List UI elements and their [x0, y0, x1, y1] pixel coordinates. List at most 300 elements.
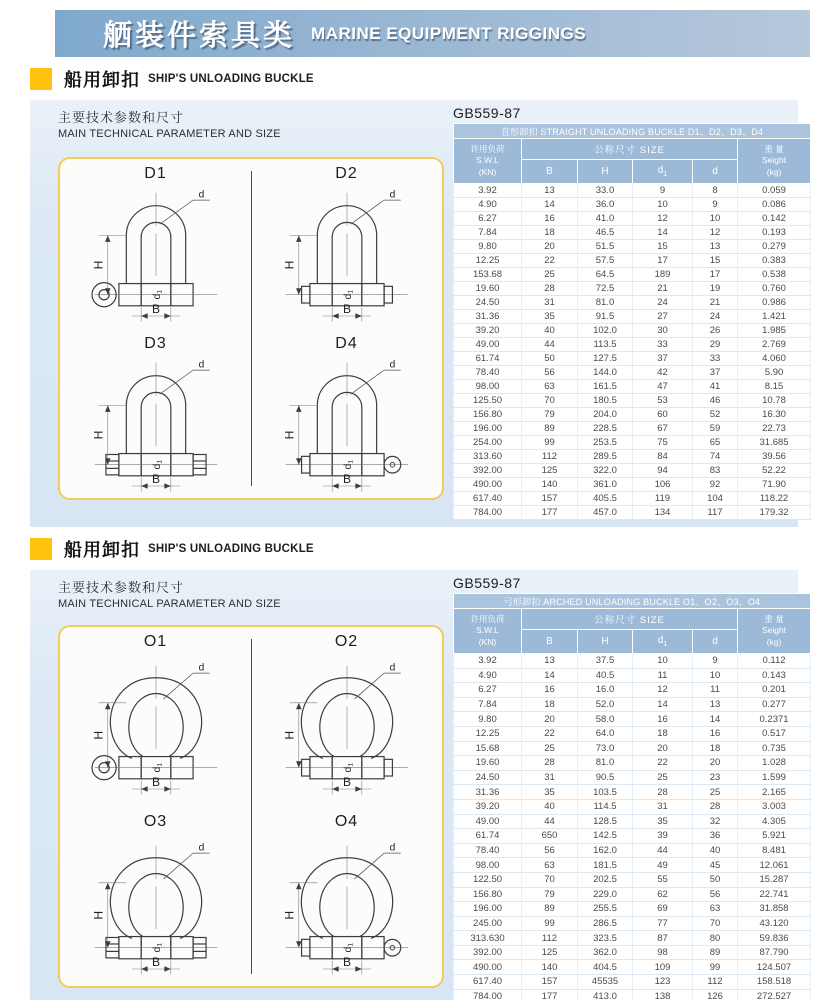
table-cell: 31.685: [738, 436, 811, 450]
table-cell: 21: [633, 282, 693, 296]
table-row: [454, 366, 811, 380]
column-header-size: 公称尺寸 SIZE: [522, 609, 738, 630]
table-cell: 0.142: [738, 212, 811, 226]
diagram-label: O1: [143, 633, 168, 650]
table-cell: 109: [633, 960, 693, 975]
table-cell: 44: [633, 843, 693, 858]
table-cell: 322.0: [578, 464, 633, 478]
table-cell: 153.68: [454, 268, 522, 282]
table-cell: 13: [522, 184, 578, 198]
table-cell: 286.5: [578, 916, 633, 931]
table-cell: 362.0: [578, 945, 633, 960]
svg-text:d1: $d_1$: [150, 763, 163, 773]
table-row: [454, 226, 811, 240]
table-cell: 39.20: [454, 324, 522, 338]
table-cell: 80: [693, 931, 738, 946]
table-row: [454, 310, 811, 324]
table-cell: 112: [693, 975, 738, 990]
svg-text:B: B: [151, 954, 160, 969]
table-cell: 18: [522, 697, 578, 712]
table-row: [454, 799, 811, 814]
table-cell: 202.5: [578, 872, 633, 887]
table-cell: 18: [522, 226, 578, 240]
table-cell: 71.90: [738, 478, 811, 492]
table-cell: 784.00: [454, 989, 522, 1000]
section-heading-straight: [30, 66, 314, 92]
table-cell: 392.00: [454, 464, 522, 478]
table-cell: 18: [633, 726, 693, 741]
table-cell: 65: [693, 436, 738, 450]
table-title-bar: 直形卸扣 STRAIGHT UNLOADING BUCKLE D1、D2、D3、D4: [454, 124, 811, 139]
table-cell: 157: [522, 975, 578, 990]
svg-text:d1: $d_1$: [150, 942, 163, 952]
table-cell: 37: [633, 352, 693, 366]
table-row: [454, 872, 811, 887]
table-cell: 87: [633, 931, 693, 946]
parameter-caption-en: MAIN TECHNICAL PARAMETER AND SIZE: [58, 598, 281, 610]
table-cell: 62: [633, 887, 693, 902]
table-cell: 9: [633, 184, 693, 198]
table-cell: 0.2371: [738, 712, 811, 727]
table-cell: 12.061: [738, 858, 811, 873]
diagram-label: O3: [143, 812, 168, 830]
table-cell: 104: [693, 492, 738, 506]
table-cell: 255.5: [578, 902, 633, 917]
table-cell: 2.769: [738, 338, 811, 352]
table-cell: 14: [633, 226, 693, 240]
standard-code: GB559-87: [453, 105, 521, 121]
svg-text:d1: $d_1$: [341, 459, 354, 469]
section-title-zh: 船用卸扣: [64, 70, 140, 90]
svg-text:d1: $d_1$: [341, 942, 354, 952]
yellow-square-icon: [30, 538, 52, 560]
table-cell: 70: [522, 872, 578, 887]
table-cell: 10: [693, 212, 738, 226]
table-cell: 70: [522, 394, 578, 408]
table-cell: 28: [633, 785, 693, 800]
table-cell: 196.00: [454, 902, 522, 917]
parameter-caption-zh: 主要技术参数和尺寸: [58, 110, 185, 125]
table-row: [454, 683, 811, 698]
table-row: [454, 770, 811, 785]
column-header-dim: d: [693, 630, 738, 654]
svg-text:d: d: [198, 358, 204, 370]
table-cell: 70: [693, 916, 738, 931]
table-row: [454, 184, 811, 198]
diagram-label: D4: [335, 334, 358, 352]
section-panel-straight: [30, 100, 798, 527]
table-cell: 63: [522, 858, 578, 873]
table-cell: 35: [522, 785, 578, 800]
parameter-caption-en: MAIN TECHNICAL PARAMETER AND SIZE: [58, 128, 281, 140]
table-cell: 99: [693, 960, 738, 975]
table-cell: 392.00: [454, 945, 522, 960]
svg-text:B: B: [151, 775, 160, 790]
diagram-cell: [251, 159, 442, 329]
diagram-divider: [251, 639, 252, 974]
table-cell: 20: [522, 712, 578, 727]
shackle-drawing-O2: [258, 651, 436, 807]
table-cell: 64.5: [578, 268, 633, 282]
table-cell: 17: [633, 254, 693, 268]
table-cell: 81.0: [578, 756, 633, 771]
table-cell: 14: [522, 198, 578, 212]
table-cell: 13: [522, 654, 578, 669]
table-cell: 28: [693, 799, 738, 814]
table-cell: 46.5: [578, 226, 633, 240]
svg-text:d1: $d_1$: [341, 763, 354, 773]
shackle-drawing-O1: [67, 651, 245, 807]
table-row: [454, 268, 811, 282]
svg-text:d: d: [389, 662, 395, 674]
table-cell: 196.00: [454, 422, 522, 436]
section-heading-arched: [30, 536, 314, 562]
column-header-swl: 许用负荷 S.W.L (KN): [454, 139, 522, 184]
table-cell: 64.0: [578, 726, 633, 741]
shackle-drawing-O4: [258, 831, 436, 987]
svg-text:d: d: [198, 189, 204, 201]
table-cell: 0.279: [738, 240, 811, 254]
table-cell: 617.40: [454, 492, 522, 506]
table-cell: 58.0: [578, 712, 633, 727]
svg-text:d: d: [198, 662, 204, 674]
table-cell: 617.40: [454, 975, 522, 990]
table-cell: 20: [522, 240, 578, 254]
svg-text:H: H: [91, 910, 106, 920]
table-cell: 39.56: [738, 450, 811, 464]
table-row: [454, 829, 811, 844]
table-cell: 5.90: [738, 366, 811, 380]
table-row: [454, 654, 811, 669]
table-cell: 12.25: [454, 726, 522, 741]
table-cell: 16: [522, 683, 578, 698]
table-cell: 126: [693, 989, 738, 1000]
table-cell: 18: [693, 741, 738, 756]
table-cell: 7.84: [454, 226, 522, 240]
table-cell: 9.80: [454, 240, 522, 254]
table-cell: 56: [693, 887, 738, 902]
table-cell: 1.028: [738, 756, 811, 771]
table-row: [454, 394, 811, 408]
diagram-label: D2: [335, 165, 358, 182]
table-cell: 162.0: [578, 843, 633, 858]
table-cell: 53: [633, 394, 693, 408]
table-cell: 22.73: [738, 422, 811, 436]
table-cell: 12: [693, 226, 738, 240]
table-cell: 15.68: [454, 741, 522, 756]
table-cell: 177: [522, 989, 578, 1000]
table-cell: 43.120: [738, 916, 811, 931]
svg-text:B: B: [342, 775, 351, 790]
table-cell: 49.00: [454, 338, 522, 352]
table-cell: 405.5: [578, 492, 633, 506]
table-row: [454, 858, 811, 873]
table-cell: 33.0: [578, 184, 633, 198]
table-cell: 112: [522, 931, 578, 946]
table-cell: 124.507: [738, 960, 811, 975]
table-cell: 0.193: [738, 226, 811, 240]
table-row: [454, 352, 811, 366]
table-row: [454, 282, 811, 296]
table-cell: 72.5: [578, 282, 633, 296]
table-cell: 158.518: [738, 975, 811, 990]
svg-text:H: H: [282, 910, 297, 920]
table-row: [454, 324, 811, 338]
svg-text:d: d: [389, 841, 395, 853]
table-cell: 404.5: [578, 960, 633, 975]
table-cell: 144.0: [578, 366, 633, 380]
table-cell: 128.5: [578, 814, 633, 829]
table-cell: 0.538: [738, 268, 811, 282]
svg-text:d1: $d_1$: [150, 459, 163, 469]
table-cell: 3.92: [454, 184, 522, 198]
table-cell: 44: [522, 338, 578, 352]
table-cell: 2.165: [738, 785, 811, 800]
parameter-caption: [58, 577, 281, 610]
table-cell: 24: [693, 310, 738, 324]
table-cell: 6.27: [454, 212, 522, 226]
diagram-grid: [60, 159, 442, 498]
table-cell: 272.527: [738, 989, 811, 1000]
shackle-drawing-D2: [258, 183, 436, 329]
table-cell: 19.60: [454, 756, 522, 771]
table-cell: 35: [522, 310, 578, 324]
table-cell: 12.25: [454, 254, 522, 268]
table-cell: 37: [693, 366, 738, 380]
table-row: [454, 945, 811, 960]
table-row: [454, 198, 811, 212]
table-cell: 0.059: [738, 184, 811, 198]
table-cell: 156.80: [454, 887, 522, 902]
table-cell: 89: [522, 422, 578, 436]
table-cell: 253.5: [578, 436, 633, 450]
table-cell: 254.00: [454, 436, 522, 450]
standard-code: GB559-87: [453, 575, 521, 591]
table-cell: 228.5: [578, 422, 633, 436]
table-cell: 29: [693, 338, 738, 352]
table-cell: 24: [633, 296, 693, 310]
table-row: [454, 843, 811, 858]
table-cell: 179.32: [738, 506, 811, 520]
shackle-drawing-D4: [258, 353, 436, 499]
table-cell: 11: [693, 683, 738, 698]
table-row: [454, 916, 811, 931]
table-row: [454, 338, 811, 352]
table-cell: 125.50: [454, 394, 522, 408]
table-cell: 245.00: [454, 916, 522, 931]
banner-title-zh: 舾装件索具类: [103, 20, 296, 52]
table-cell: 7.84: [454, 697, 522, 712]
svg-text:B: B: [342, 302, 351, 317]
table-cell: 87.790: [738, 945, 811, 960]
svg-text:H: H: [282, 430, 297, 439]
table-row: [454, 254, 811, 268]
table-cell: 102.0: [578, 324, 633, 338]
table-cell: 3.003: [738, 799, 811, 814]
table-cell: 0.735: [738, 741, 811, 756]
table-cell: 784.00: [454, 506, 522, 520]
table-cell: 3.92: [454, 654, 522, 669]
table-row: [454, 492, 811, 506]
section-title-en: SHIP'S UNLOADING BUCKLE: [148, 543, 314, 555]
table-cell: 413.0: [578, 989, 633, 1000]
table-cell: 8: [693, 184, 738, 198]
table-cell: 90.5: [578, 770, 633, 785]
table-cell: 39: [633, 829, 693, 844]
table-cell: 490.00: [454, 960, 522, 975]
table-cell: 9: [693, 654, 738, 669]
diagram-label: O2: [334, 633, 359, 650]
table-cell: 44: [522, 814, 578, 829]
table-cell: 40: [693, 843, 738, 858]
shackle-drawing-D1: [67, 183, 245, 329]
table-cell: 15.287: [738, 872, 811, 887]
table-cell: 15: [633, 240, 693, 254]
table-cell: 106: [633, 478, 693, 492]
table-cell: 650: [522, 829, 578, 844]
svg-text:B: B: [342, 954, 351, 969]
table-cell: 118.22: [738, 492, 811, 506]
table-cell: 24.50: [454, 296, 522, 310]
svg-text:d: d: [389, 358, 395, 370]
table-cell: 13: [693, 240, 738, 254]
table-row: [454, 296, 811, 310]
table-cell: 78.40: [454, 843, 522, 858]
table-cell: 25: [522, 268, 578, 282]
table-cell: 22: [522, 726, 578, 741]
table-cell: 9: [693, 198, 738, 212]
table-cell: 52.0: [578, 697, 633, 712]
table-cell: 73.0: [578, 741, 633, 756]
table-cell: 33: [633, 338, 693, 352]
table-cell: 14: [522, 668, 578, 683]
diagram-label: D1: [144, 165, 167, 182]
table-cell: 16: [522, 212, 578, 226]
table-row: [454, 240, 811, 254]
svg-text:d1: $d_1$: [341, 290, 354, 300]
spec-table: [453, 123, 811, 520]
column-header-dim: H: [578, 630, 633, 654]
table-row: [454, 478, 811, 492]
diagram-frame: [58, 625, 444, 988]
table-cell: 49: [633, 858, 693, 873]
table-cell: 55: [633, 872, 693, 887]
svg-text:B: B: [151, 302, 160, 317]
table-cell: 22.741: [738, 887, 811, 902]
table-cell: 25: [633, 770, 693, 785]
table-cell: 156.80: [454, 408, 522, 422]
table-cell: 89: [693, 945, 738, 960]
table-cell: 42: [633, 366, 693, 380]
column-header-dim: d: [693, 160, 738, 184]
table-cell: 361.0: [578, 478, 633, 492]
table-cell: 177: [522, 506, 578, 520]
column-header-dim: B: [522, 630, 578, 654]
table-cell: 0.277: [738, 697, 811, 712]
table-cell: 13: [693, 697, 738, 712]
table-cell: 180.5: [578, 394, 633, 408]
table-cell: 490.00: [454, 478, 522, 492]
table-cell: 125: [522, 464, 578, 478]
table-cell: 45: [693, 858, 738, 873]
table-cell: 123: [633, 975, 693, 990]
table-cell: 8.481: [738, 843, 811, 858]
table-cell: 22: [633, 756, 693, 771]
table-cell: 98.00: [454, 858, 522, 873]
column-header-dim: B: [522, 160, 578, 184]
table-cell: 289.5: [578, 450, 633, 464]
table-cell: 52: [693, 408, 738, 422]
table-cell: 15: [693, 254, 738, 268]
table-cell: 36.0: [578, 198, 633, 212]
table-cell: 112: [522, 450, 578, 464]
table-cell: 40: [522, 324, 578, 338]
table-cell: 41: [693, 380, 738, 394]
diagram-cell: [60, 329, 251, 499]
table-cell: 26: [693, 324, 738, 338]
table-cell: 16.0: [578, 683, 633, 698]
column-header-weight: 重 量 Seight (kg): [738, 609, 811, 654]
diagram-label: D3: [144, 334, 167, 352]
table-cell: 28: [522, 756, 578, 771]
table-row: [454, 785, 811, 800]
table-cell: 45535: [578, 975, 633, 990]
table-cell: 229.0: [578, 887, 633, 902]
table-cell: 0.517: [738, 726, 811, 741]
table-title-bar: 弓形卸扣 ARCHED UNLOADING BUCKLE O1、O2、O3、O4: [454, 594, 811, 609]
table-cell: 25: [522, 741, 578, 756]
table-cell: 4.90: [454, 198, 522, 212]
table-cell: 1.599: [738, 770, 811, 785]
table-cell: 0.986: [738, 296, 811, 310]
table-cell: 10: [633, 654, 693, 669]
table-row: [454, 726, 811, 741]
table-cell: 12: [633, 683, 693, 698]
table-cell: 16: [633, 712, 693, 727]
table-cell: 46: [693, 394, 738, 408]
table-cell: 49.00: [454, 814, 522, 829]
table-row: [454, 960, 811, 975]
table-cell: 140: [522, 478, 578, 492]
table-cell: 36: [693, 829, 738, 844]
table-cell: 31.36: [454, 310, 522, 324]
table-cell: 12: [633, 212, 693, 226]
table-cell: 0.201: [738, 683, 811, 698]
table-row: [454, 756, 811, 771]
table-cell: 31: [522, 296, 578, 310]
table-row: [454, 741, 811, 756]
table-cell: 35: [633, 814, 693, 829]
column-header-size: 公称尺寸 SIZE: [522, 139, 738, 160]
table-cell: 31: [522, 770, 578, 785]
diagram-cell: [251, 329, 442, 499]
svg-text:d: d: [389, 189, 395, 201]
svg-text:H: H: [91, 730, 106, 740]
section-title-en: SHIP'S UNLOADING BUCKLE: [148, 73, 314, 85]
page-banner: [55, 10, 810, 57]
table-row: [454, 436, 811, 450]
table-cell: 59.836: [738, 931, 811, 946]
svg-text:d: d: [198, 841, 204, 853]
table-cell: 31: [633, 799, 693, 814]
table-cell: 10: [633, 198, 693, 212]
diagram-label: O4: [334, 812, 359, 830]
table-cell: 0.143: [738, 668, 811, 683]
table-cell: 69: [633, 902, 693, 917]
table-cell: 50: [522, 352, 578, 366]
table-cell: 99: [522, 916, 578, 931]
table-cell: 8.15: [738, 380, 811, 394]
